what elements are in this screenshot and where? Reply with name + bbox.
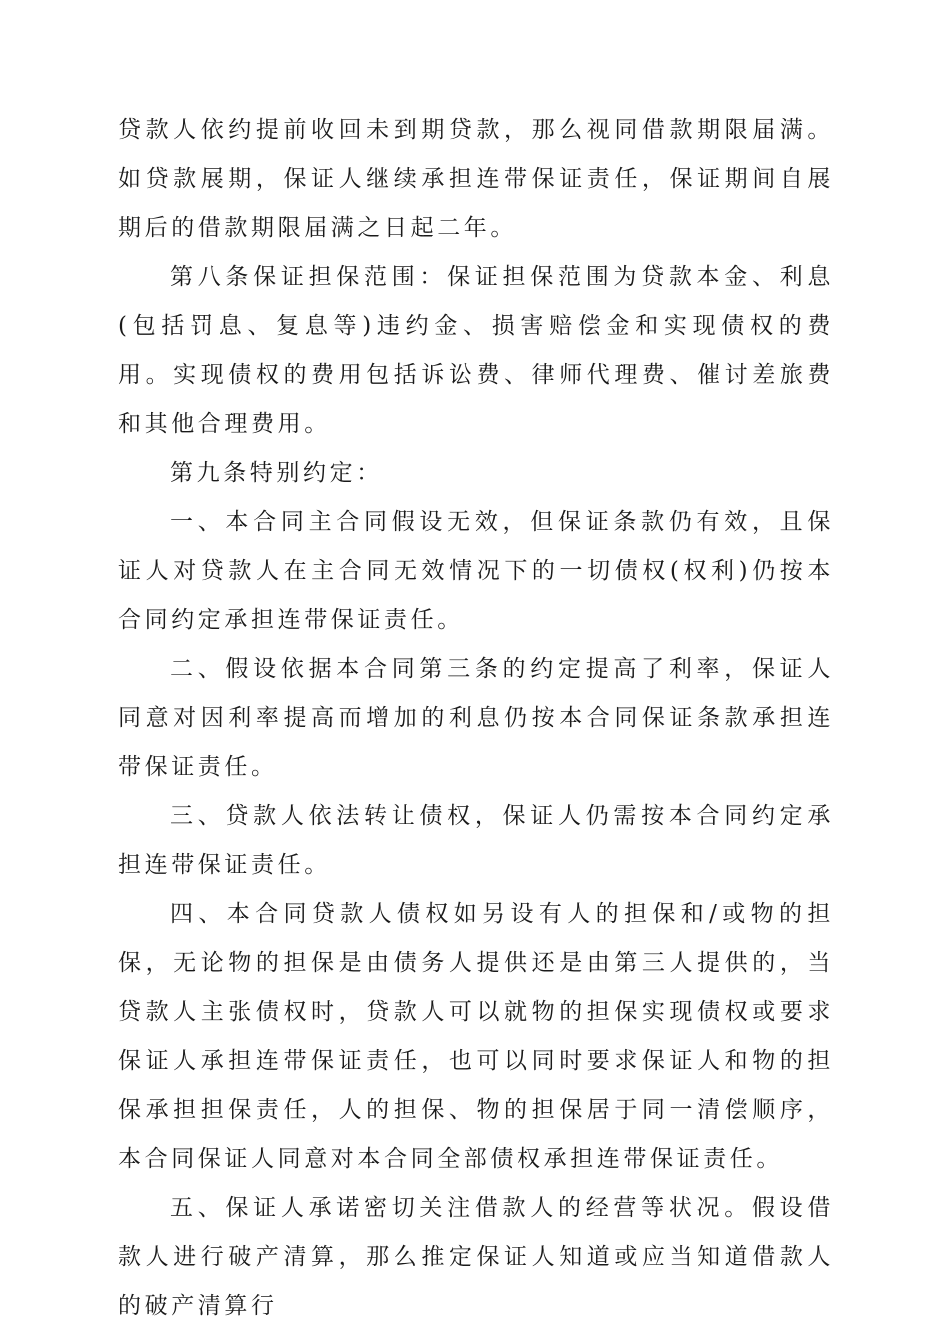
paragraph-clause-5: 五、保证人承诺密切关注借款人的经营等状况。假设借款人进行破产清算，那么推定保证人知道或应当知道借款人的破产清算行: [118, 1195, 834, 1319]
paragraph-clause-3: 三、贷款人依法转让债权，保证人仍需按本合同约定承担连带保证责任。: [118, 803, 834, 878]
document-body: [118, 106, 834, 1331]
paragraph-article-8: 第八条保证担保范围：保证担保范围为贷款本金、利息(包括罚息、复息等)违约金、损害赔偿金和实现债权的费用。实现债权的费用包括诉讼费、律师代理费、催讨差旅费和其他合理费用。: [118, 264, 834, 437]
paragraph-clause-2: 二、假设依据本合同第三条的约定提高了利率，保证人同意对因利率提高而增加的利息仍按本合同保证条款承担连带保证责任。: [118, 656, 834, 780]
paragraph-continuation: 贷款人依约提前收回未到期贷款，那么视同借款期限届满。如贷款展期，保证人继续承担连带保证责任，保证期间自展期后的借款期限届满之日起二年。: [118, 117, 834, 241]
paragraph-article-9-heading: 第九条特别约定：: [170, 460, 383, 486]
paragraph-clause-4: 四、本合同贷款人债权如另设有人的担保和/或物的担保，无论物的担保是由债务人提供还是由第三人提供的，当贷款人主张债权时，贷款人可以就物的担保实现债权或要求保证人承担连带保证责任，也可以同时要求保证人和物的担保承担担保责任，人的担保、物的担保居于同一清偿顺序，本合同保证人同意对本合同全部债权承担连带保证责任。: [118, 901, 834, 1172]
paragraph-clause-1: 一、本合同主合同假设无效，但保证条款仍有效，且保证人对贷款人在主合同无效情况下的一切债权(权利)仍按本合同约定承担连带保证责任。: [118, 509, 834, 633]
